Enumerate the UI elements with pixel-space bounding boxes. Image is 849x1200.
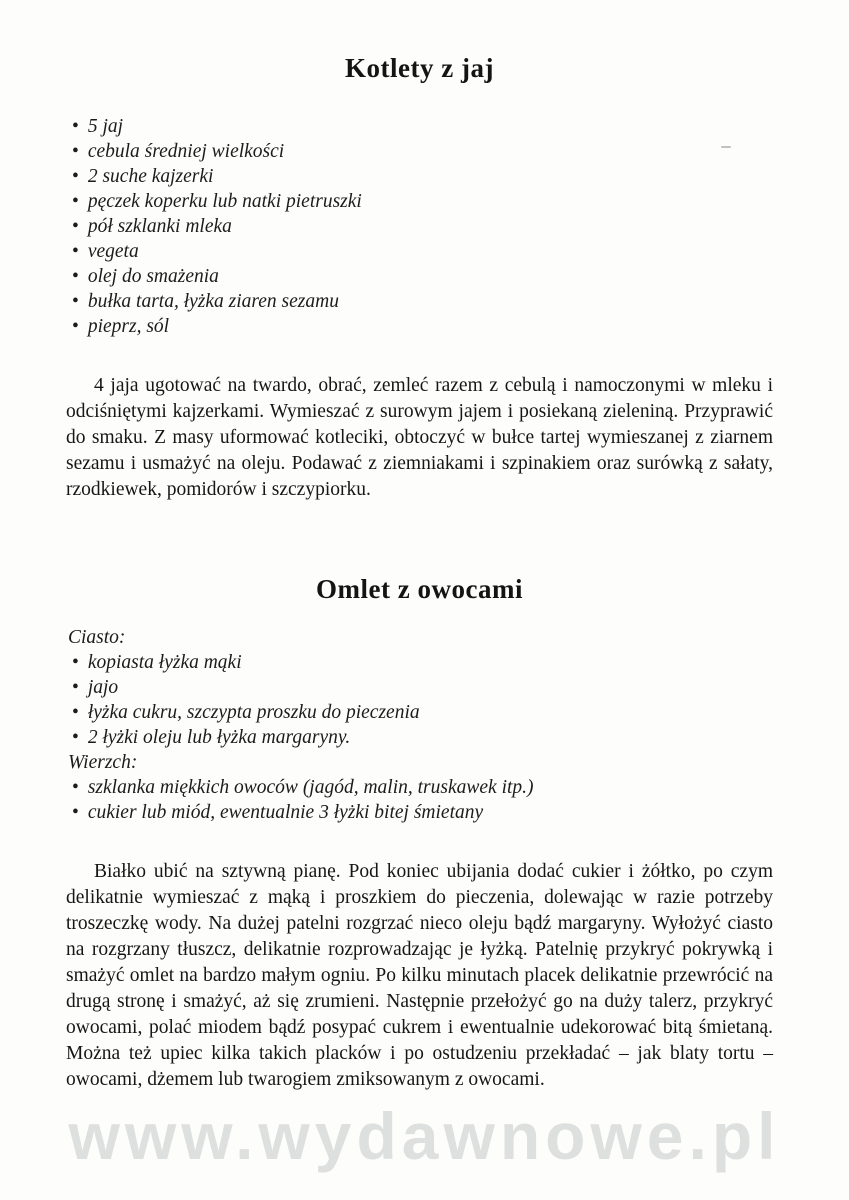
- instructions-kotlety: 4 jaja ugotować na twardo, obrać, zemleć razem z cebulą i namoczonymi w mleku i odciśniętymi kajzerkami. Wymieszać z surowym jajem i posiekaną zieleniną. Przyprawić do smaku. Z masy uformować kotleciki, obtoczyć w bułce tartej wymieszanej z ziarnem sezamu i usmażyć na oleju. Podawać z ziemniakami i szpinakiem oraz surówką z sałaty, rzodkiewek, pomidorów i szczypiorku.: [66, 375, 773, 500]
- ingredient-item: • kopiasta łyżka mąki: [72, 650, 773, 675]
- ingredient-item: • szklanka miękkich owoców (jagód, malin, truskawek itp.): [72, 775, 773, 800]
- ingredient-list-kotlety: [66, 114, 773, 339]
- ingredient-item: • bułka tarta, łyżka ziaren sezamu: [72, 289, 773, 314]
- instructions-omlet: Białko ubić na sztywną pianę. Pod koniec ubijania dodać cukier i żółtko, po czym delikatnie wymieszać z mąką i proszkiem do pieczenia, dolewając w razie potrzeby troszeczkę wody. Na dużej patelni rozgrzać nieco oleju bądź margaryny. Wyłożyć ciasto na rozgrzany tłuszcz, delikatnie rozprowadzając je łyżką. Patelnię przykryć pokrywką i smażyć omlet na bardzo małym ogniu. Po kilku minutach placek delikatnie przewrócić na drugą stronę i smażyć, aż się zrumieni. Następnie przełożyć go na duży talerz, przykryć owocami, polać miodem bądź posypać cukrem i ewentualnie udekorować bitą śmietaną. Można też upiec kilka takich placków i po ostudzeniu przekładać – jak blaty tortu – owocami, dżemem lub twarogiem zmiksowanym z owocami.: [66, 861, 773, 1090]
- ingredient-list-ciasto: [66, 650, 773, 750]
- ingredient-item: • łyżka cukru, szczypta proszku do pieczenia: [72, 700, 773, 725]
- ingredient-item: • cukier lub miód, ewentualnie 3 łyżki bitej śmietany: [72, 800, 773, 825]
- recipe-title-omlet-z-owocami: Omlet z owocami: [316, 574, 523, 604]
- section-label-ciasto: Ciasto:: [68, 627, 126, 648]
- ingredient-item: • 2 łyżki oleju lub łyżka margaryny.: [72, 725, 773, 750]
- ingredient-item: • jajo: [72, 675, 773, 700]
- ingredient-list-wierzch: [66, 775, 773, 825]
- ingredient-item: • cebula średniej wielkości: [72, 139, 773, 164]
- scan-artifact: [721, 146, 731, 148]
- ingredient-item: • pęczek koperku lub natki pietruszki: [72, 189, 773, 214]
- ingredient-item: • pieprz, sól: [72, 314, 773, 339]
- ingredient-item: • olej do smażenia: [72, 264, 773, 289]
- watermark: www.wydawnowe.pl: [68, 1099, 781, 1173]
- recipe-title-kotlety-z-jaj: Kotlety z jaj: [345, 53, 494, 83]
- section-label-wierzch: Wierzch:: [68, 752, 138, 773]
- ingredient-item: • 2 suche kajzerki: [72, 164, 773, 189]
- ingredient-item: • vegeta: [72, 239, 773, 264]
- ingredient-item: • 5 jaj: [72, 114, 773, 139]
- ingredient-item: • pół szklanki mleka: [72, 214, 773, 239]
